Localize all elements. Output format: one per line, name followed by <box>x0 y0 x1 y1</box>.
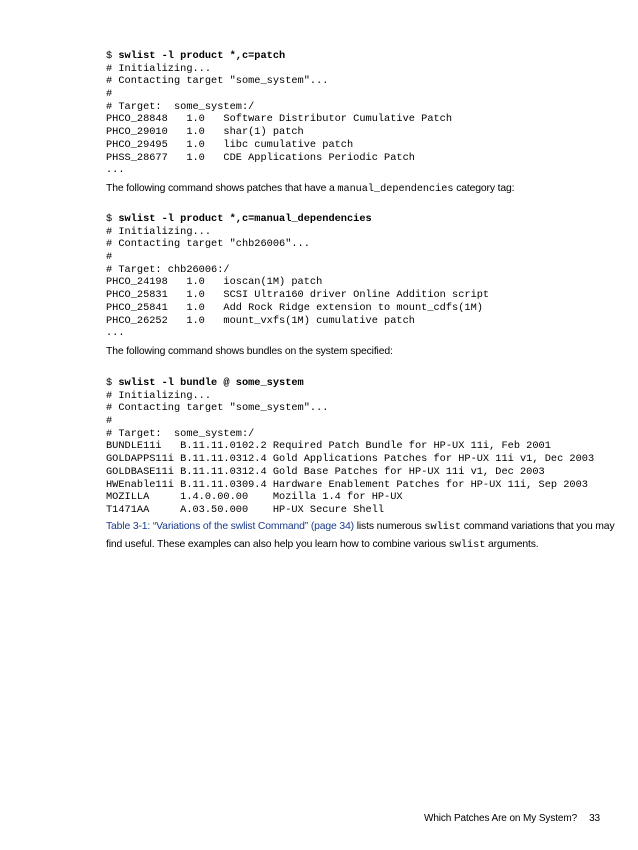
output-line: # Contacting target "some_system"... <box>106 402 329 415</box>
shell-prompt: $ <box>106 50 119 62</box>
output-line: # <box>106 415 113 428</box>
footer-section-title: Which Patches Are on My System? <box>423 813 578 824</box>
output-line: PHSS_28677 1.0 CDE Applications Periodic Patch <box>106 151 415 164</box>
shell-prompt: $ <box>106 377 119 389</box>
page-footer <box>424 813 600 824</box>
paragraph-text: The following command shows patches that have a <box>106 183 338 194</box>
output-line: PHCO_26252 1.0 mount_vxfs(1M) cumulative patch <box>106 314 415 327</box>
command-text: swlist -l product *,c=manual_dependencies <box>118 213 372 225</box>
paragraph-text: category tag: <box>453 183 515 194</box>
output-line: PHCO_25831 1.0 SCSI Ultra160 driver Online Addition script <box>106 289 490 302</box>
inline-code: swlist <box>448 539 486 551</box>
output-line: # Contacting target "some_system"... <box>106 75 329 88</box>
shell-prompt: $ <box>106 213 119 225</box>
paragraph-variations <box>106 519 622 554</box>
output-line: BUNDLE11i B.11.11.0102.2 Required Patch Bundle for HP-UX 11i, Feb 2001 <box>106 440 551 453</box>
output-line: T1471AA A.03.50.000 HP-UX Secure Shell <box>106 503 385 516</box>
output-line: MOZILLA 1.4.0.00.00 Mozilla 1.4 for HP-UX <box>106 491 403 504</box>
code-block-bundles <box>106 377 594 517</box>
output-line: GOLDBASE11i B.11.11.0312.4 Gold Base Patches for HP-UX 11i v1, Dec 2003 <box>106 465 545 478</box>
output-line: PHCO_29010 1.0 shar(1) patch <box>106 126 304 139</box>
output-line: # <box>106 251 113 264</box>
output-line: GOLDAPPS11i B.11.11.0312.4 Gold Applications Patches for HP-UX 11i v1, Dec 2003 <box>106 453 595 466</box>
table-cross-reference-link[interactable]: Table 3-1: “Variations of the swlist Command” (page 34) <box>106 521 354 532</box>
output-line: PHCO_28848 1.0 Software Distributor Cumulative Patch <box>106 113 453 126</box>
output-line: PHCO_25841 1.0 Add Rock Ridge extension to mount_cdfs(1M) <box>106 301 483 314</box>
paragraph-manual-dependencies <box>106 181 622 199</box>
paragraph-text: arguments. <box>485 538 539 550</box>
output-line: # Target: some_system:/ <box>106 427 255 440</box>
output-line: # Target: some_system:/ <box>106 100 255 113</box>
paragraph-text: lists numerous <box>353 521 425 532</box>
inline-code: manual_dependencies <box>337 184 454 195</box>
inline-code: swlist <box>424 522 462 533</box>
output-line: # Initializing... <box>106 62 212 75</box>
output-line: # Initializing... <box>106 225 212 238</box>
output-line: # <box>106 88 113 101</box>
output-line: # Contacting target "chb26006"... <box>106 238 310 251</box>
output-line: # Target: chb26006:/ <box>106 263 230 276</box>
command-text: swlist -l product *,c=patch <box>118 50 286 62</box>
paragraph-bundles: The following command shows bundles on the system specified: <box>106 346 393 357</box>
code-block-patch-list <box>106 50 452 177</box>
page-number: 33 <box>589 813 600 824</box>
output-line: ... <box>106 164 125 177</box>
output-line: ... <box>106 327 125 340</box>
output-line: PHCO_29495 1.0 libc cumulative patch <box>106 138 354 151</box>
output-line: # Initializing... <box>106 389 212 402</box>
command-line <box>106 377 594 390</box>
output-line: PHCO_24198 1.0 ioscan(1M) patch <box>106 276 323 289</box>
command-line <box>106 213 489 226</box>
code-block-manual-dependencies <box>106 213 489 340</box>
command-text: swlist -l bundle @ some_system <box>118 377 304 389</box>
paragraph-text: command variations that you may find useful. These examples can also help you learn how to combine various <box>106 521 615 550</box>
command-line <box>106 50 452 63</box>
output-line: HWEnable11i B.11.11.0309.4 Hardware Enablement Patches for HP-UX 11i, Sep 2003 <box>106 478 588 491</box>
